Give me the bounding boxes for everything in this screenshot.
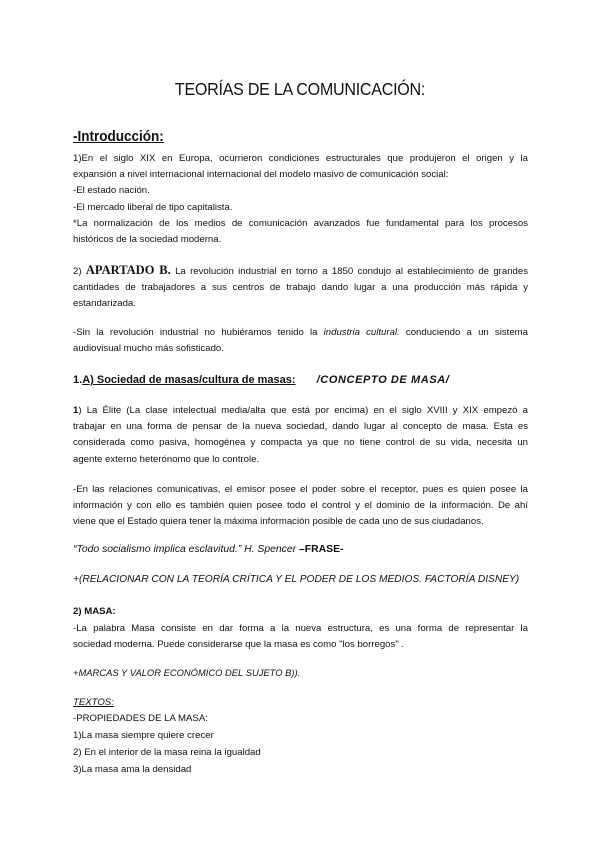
intro-line: expansión a nivel internacional internacional del modelo masivo de comunicación social: — [73, 169, 449, 181]
intro-star-line: *La normalización de los medios de comunicación avanzados fue fundamental para los procesos — [73, 217, 528, 229]
elite-line: trabajar en una forma de pensar de la nueva sociedad, dando lugar al concepto de masa. Esta es — [73, 421, 528, 433]
spencer-quote — [73, 544, 343, 555]
elite-line — [73, 403, 528, 419]
intro-line: 1)En el siglo XIX en Europa, ocurrieron condiciones estructurales que produjeron el origen y la — [73, 153, 528, 164]
apartado-paragraph — [73, 262, 528, 313]
relaciones-line: viene que el Estado quiera tener la máxima información posible de cada uno de sus ciudadanos. — [73, 516, 484, 528]
apartado-line: estandarizada. — [73, 298, 136, 310]
sin-text: -Sin la revolución industrial no hubiéramos tenido la — [73, 327, 318, 338]
elite-line: considerada como pasiva, homogénea y compacta ya que no tiene control de su vida, necesita un — [73, 437, 528, 449]
elite-number: 1 — [73, 405, 79, 416]
intro-paragraph — [73, 151, 528, 248]
section-label: A) Sociedad de masas/cultura de masas: — [82, 374, 296, 386]
masa-line: sociedad moderna. Puede considerarse que la masa es como "los borregos" . — [73, 639, 405, 651]
sin-paragraph — [73, 325, 528, 357]
sin-line: audiovisual mucho más sofisticado. — [73, 343, 224, 355]
apartado-line: cantidades de trabajadores a sus centros de trabajo dando lugar a una producción más rápida y — [73, 282, 528, 294]
sin-text: conduciendo a un sistema — [405, 327, 528, 338]
intro-star-line: históricos de la sociedad moderna. — [73, 234, 222, 246]
list-item: 1)La masa siempre quiere crecer — [73, 730, 214, 741]
apartado-text: La revolución industrial en torno a 1850 condujo al establecimiento de grandes — [175, 266, 529, 277]
quote-text: “Todo socialismo implica esclavitud.” H. Spencer — [73, 544, 297, 555]
marcas-note: +MARCAS Y VALOR ECONÓMICO DEL SUJETO B)). — [73, 667, 301, 678]
industria-cultural: industria cultural. — [323, 327, 400, 338]
section-number: 1. — [73, 374, 83, 386]
masa-line: -La palabra Masa consiste en dar forma a la nueva estructura, es una forma de representar la — [73, 623, 528, 634]
propiedades-list — [73, 710, 261, 778]
frase-label: –FRASE- — [299, 544, 344, 555]
concept-label: /CONCEPTO DE MASA/ — [316, 374, 450, 386]
relaciones-line: -En las relaciones comunicativas, el emisor posee el poder sobre el receptor, pues es quien posee la — [73, 484, 528, 495]
relaciones-paragraph — [73, 482, 528, 531]
intro-heading: -Introducción: — [73, 128, 164, 145]
sin-line — [73, 325, 528, 341]
elite-line: agente externo heterónomo que lo controle. — [73, 453, 260, 465]
textos-heading: TEXTOS: — [73, 697, 114, 708]
elite-paragraph — [73, 403, 528, 468]
elite-text: ) La Élite (La clase intelectual media/alta que está por encima) en el siglo XVIII y XIX empezó a — [78, 405, 528, 416]
masa-paragraph — [73, 621, 528, 653]
apartado-prefix: 2) — [73, 266, 82, 277]
propiedades-heading: -PROPIEDADES DE LA MASA: — [73, 713, 208, 724]
apartado-label: APARTADO B. — [85, 263, 171, 277]
list-item: 2) En el interior de la masa reina la igualdad — [73, 747, 261, 758]
relaciones-line: información y con ello es también quien posee todo el control y el dominio de la información. De ahí — [73, 500, 528, 512]
intro-item: -El estado nación. — [73, 185, 150, 197]
masa-heading: 2) MASA: — [73, 606, 116, 617]
page-title: TEORÍAS DE LA COMUNICACIÓN: — [174, 79, 426, 99]
list-item: 3)La masa ama la densidad — [73, 764, 192, 775]
section-heading — [73, 374, 449, 386]
intro-item: -El mercado liberal de tipo capitalista. — [73, 201, 233, 213]
relacionar-note: +(RELACIONAR CON LA TEORÍA CRÍTICA Y EL PODER DE LOS MEDIOS. FACTORÍA DISNEY) — [73, 574, 520, 585]
apartado-line — [73, 262, 528, 280]
